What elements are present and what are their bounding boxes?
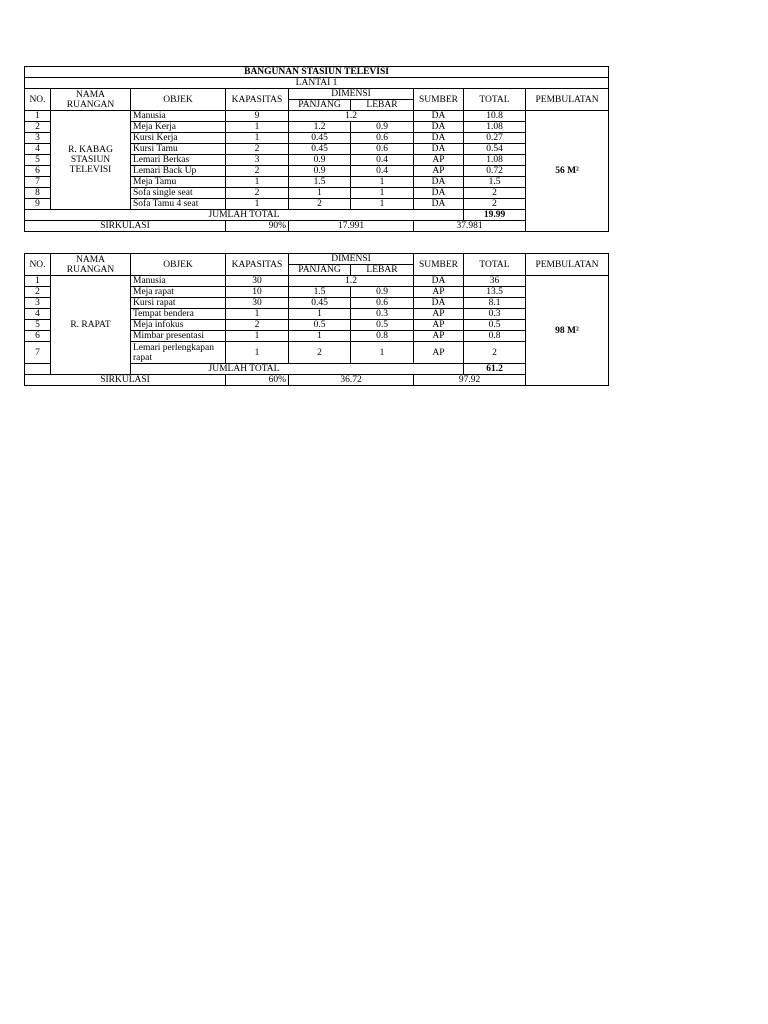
row-kapasitas: 1 — [226, 342, 289, 364]
row-no: 4 — [25, 144, 51, 155]
row-kapasitas: 1 — [226, 122, 289, 133]
row-total: 2 — [464, 199, 526, 210]
row-kapasitas: 2 — [226, 188, 289, 199]
row-panjang: 1 — [289, 309, 351, 320]
row-kapasitas: 1 — [226, 177, 289, 188]
row-objek: Manusia — [131, 276, 226, 287]
row-panjang: 1.2 — [289, 122, 351, 133]
row-lebar: 1 — [351, 342, 414, 364]
sirkulasi-row — [25, 375, 609, 386]
row-total: 8.1 — [464, 298, 526, 309]
header-dimensi: DIMENSI — [289, 254, 414, 265]
row-panjang: 0.9 — [289, 155, 351, 166]
header-nama-ruangan: NAMA RUANGAN — [51, 89, 131, 111]
header-lebar: LEBAR — [351, 100, 414, 111]
row-objek: Mimbar presentasi — [131, 331, 226, 342]
row-sumber: AP — [414, 166, 464, 177]
row-objek: Lemari Berkas — [131, 155, 226, 166]
row-total: 0.72 — [464, 166, 526, 177]
row-objek: Meja Tamu — [131, 177, 226, 188]
header-kapasitas: KAPASITAS — [226, 254, 289, 276]
header-kapasitas: KAPASITAS — [226, 89, 289, 111]
row-kapasitas: 30 — [226, 298, 289, 309]
header-panjang: PANJANG — [289, 265, 351, 276]
row-total: 1.5 — [464, 177, 526, 188]
row-panjang: 1.5 — [289, 177, 351, 188]
row-lebar: 0.8 — [351, 331, 414, 342]
header-sumber: SUMBER — [414, 89, 464, 111]
header-total: TOTAL — [464, 89, 526, 111]
sheet-subtitle: LANTAI 1 — [25, 78, 609, 89]
sirkulasi-value: 36.72 — [289, 375, 414, 386]
room-table-kabag — [24, 66, 609, 232]
row-no: 6 — [25, 166, 51, 177]
jumlah-total-value: 61.2 — [464, 364, 526, 375]
row-total: 0.54 — [464, 144, 526, 155]
sirkulasi-total: 37.981 — [414, 221, 526, 232]
table-row — [25, 111, 609, 122]
sheet-title: BANGUNAN STASIUN TELEVISI — [25, 67, 609, 78]
row-no: 7 — [25, 177, 51, 188]
row-lebar: 0.6 — [351, 133, 414, 144]
row-no: 7 — [25, 342, 51, 364]
jumlah-total-value: 19.99 — [464, 210, 526, 221]
header-nama-ruangan: NAMA RUANGAN — [51, 254, 131, 276]
header-no: NO. — [25, 89, 51, 111]
row-sumber: AP — [414, 287, 464, 298]
row-no: 5 — [25, 320, 51, 331]
sirkulasi-label: SIRKULASI — [25, 375, 226, 386]
header-panjang: PANJANG — [289, 100, 351, 111]
row-kapasitas: 30 — [226, 276, 289, 287]
row-total: 10.8 — [464, 111, 526, 122]
header-dimensi: DIMENSI — [289, 89, 414, 100]
sirkulasi-total: 97.92 — [414, 375, 526, 386]
row-sumber: DA — [414, 276, 464, 287]
row-kapasitas: 1 — [226, 133, 289, 144]
row-no: 8 — [25, 188, 51, 199]
row-objek: Meja infokus — [131, 320, 226, 331]
row-objek: Kursi Tamu — [131, 144, 226, 155]
jumlah-total-row — [25, 210, 609, 221]
row-total: 2 — [464, 188, 526, 199]
row-objek: Sofa Tamu 4 seat — [131, 199, 226, 210]
row-total: 13.5 — [464, 287, 526, 298]
row-no: 2 — [25, 122, 51, 133]
jumlah-total-label: JUMLAH TOTAL — [25, 364, 464, 375]
row-sumber: DA — [414, 188, 464, 199]
row-sumber: DA — [414, 133, 464, 144]
header-total: TOTAL — [464, 254, 526, 276]
row-total: 2 — [464, 342, 526, 364]
sirkulasi-row — [25, 221, 609, 232]
row-sumber: AP — [414, 320, 464, 331]
row-total: 36 — [464, 276, 526, 287]
row-panjang: 2 — [289, 342, 351, 364]
header-pembulatan: PEMBULATAN — [526, 254, 609, 276]
row-panjang: 1 — [289, 188, 351, 199]
row-panjang: 1 — [289, 331, 351, 342]
pembulatan-value: 56 M² — [526, 111, 609, 232]
row-total: 1.08 — [464, 122, 526, 133]
row-total: 0.5 — [464, 320, 526, 331]
row-kapasitas: 1 — [226, 309, 289, 320]
row-total: 0.27 — [464, 133, 526, 144]
row-lebar: 0.4 — [351, 166, 414, 177]
row-sumber: AP — [414, 342, 464, 364]
row-dimensi: 1.2 — [289, 111, 414, 122]
sirkulasi-value: 17.991 — [289, 221, 414, 232]
row-no: 4 — [25, 309, 51, 320]
row-total: 0.8 — [464, 331, 526, 342]
row-objek: Sofa single seat — [131, 188, 226, 199]
row-panjang: 0.45 — [289, 298, 351, 309]
row-kapasitas: 9 — [226, 111, 289, 122]
room-table-rapat — [24, 253, 609, 386]
row-no: 1 — [25, 111, 51, 122]
row-objek: Manusia — [131, 111, 226, 122]
row-objek: Kursi Kerja — [131, 133, 226, 144]
row-lebar: 0.3 — [351, 309, 414, 320]
sirkulasi-percent: 60% — [226, 375, 289, 386]
row-lebar: 1 — [351, 199, 414, 210]
header-lebar: LEBAR — [351, 265, 414, 276]
row-objek: Lemari Back Up — [131, 166, 226, 177]
row-sumber: DA — [414, 122, 464, 133]
row-kapasitas: 2 — [226, 166, 289, 177]
row-no: 5 — [25, 155, 51, 166]
row-objek: Kursi rapat — [131, 298, 226, 309]
row-sumber: DA — [414, 177, 464, 188]
sirkulasi-label: SIRKULASI — [25, 221, 226, 232]
header-sumber: SUMBER — [414, 254, 464, 276]
row-sumber: DA — [414, 199, 464, 210]
row-kapasitas: 2 — [226, 320, 289, 331]
row-panjang: 0.45 — [289, 133, 351, 144]
row-lebar: 0.4 — [351, 155, 414, 166]
row-total: 1.08 — [464, 155, 526, 166]
pembulatan-value: 98 M² — [526, 276, 609, 386]
row-total: 0.3 — [464, 309, 526, 320]
header-objek: OBJEK — [131, 254, 226, 276]
row-panjang: 0.9 — [289, 166, 351, 177]
row-panjang: 2 — [289, 199, 351, 210]
row-no: 2 — [25, 287, 51, 298]
row-no: 9 — [25, 199, 51, 210]
row-sumber: DA — [414, 111, 464, 122]
row-sumber: AP — [414, 309, 464, 320]
header-objek: OBJEK — [131, 89, 226, 111]
sirkulasi-percent: 90% — [226, 221, 289, 232]
row-sumber: AP — [414, 331, 464, 342]
row-lebar: 1 — [351, 177, 414, 188]
jumlah-total-row — [25, 364, 609, 375]
jumlah-total-label: JUMLAH TOTAL — [25, 210, 464, 221]
row-panjang: 1.5 — [289, 287, 351, 298]
header-pembulatan: PEMBULATAN — [526, 89, 609, 111]
row-dimensi: 1.2 — [289, 276, 414, 287]
row-objek: Meja rapat — [131, 287, 226, 298]
header-no: NO. — [25, 254, 51, 276]
row-objek: Lemari perlengkapan rapat — [131, 342, 226, 364]
row-kapasitas: 1 — [226, 331, 289, 342]
table-row — [25, 276, 609, 287]
row-no: 6 — [25, 331, 51, 342]
room-name: R. KABAG STASIUN TELEVISI — [51, 111, 131, 210]
room-name: R. RAPAT — [51, 276, 131, 375]
row-objek: Meja Kerja — [131, 122, 226, 133]
row-lebar: 0.9 — [351, 287, 414, 298]
row-no: 3 — [25, 133, 51, 144]
row-sumber: AP — [414, 155, 464, 166]
row-lebar: 1 — [351, 188, 414, 199]
row-lebar: 0.9 — [351, 122, 414, 133]
row-no: 1 — [25, 276, 51, 287]
row-objek: Tempat bendera — [131, 309, 226, 320]
row-kapasitas: 3 — [226, 155, 289, 166]
row-lebar: 0.6 — [351, 144, 414, 155]
row-lebar: 0.5 — [351, 320, 414, 331]
row-kapasitas: 2 — [226, 144, 289, 155]
row-kapasitas: 10 — [226, 287, 289, 298]
row-no: 3 — [25, 298, 51, 309]
row-lebar: 0.6 — [351, 298, 414, 309]
row-panjang: 0.5 — [289, 320, 351, 331]
row-kapasitas: 1 — [226, 199, 289, 210]
row-panjang: 0.45 — [289, 144, 351, 155]
row-sumber: DA — [414, 298, 464, 309]
row-sumber: DA — [414, 144, 464, 155]
